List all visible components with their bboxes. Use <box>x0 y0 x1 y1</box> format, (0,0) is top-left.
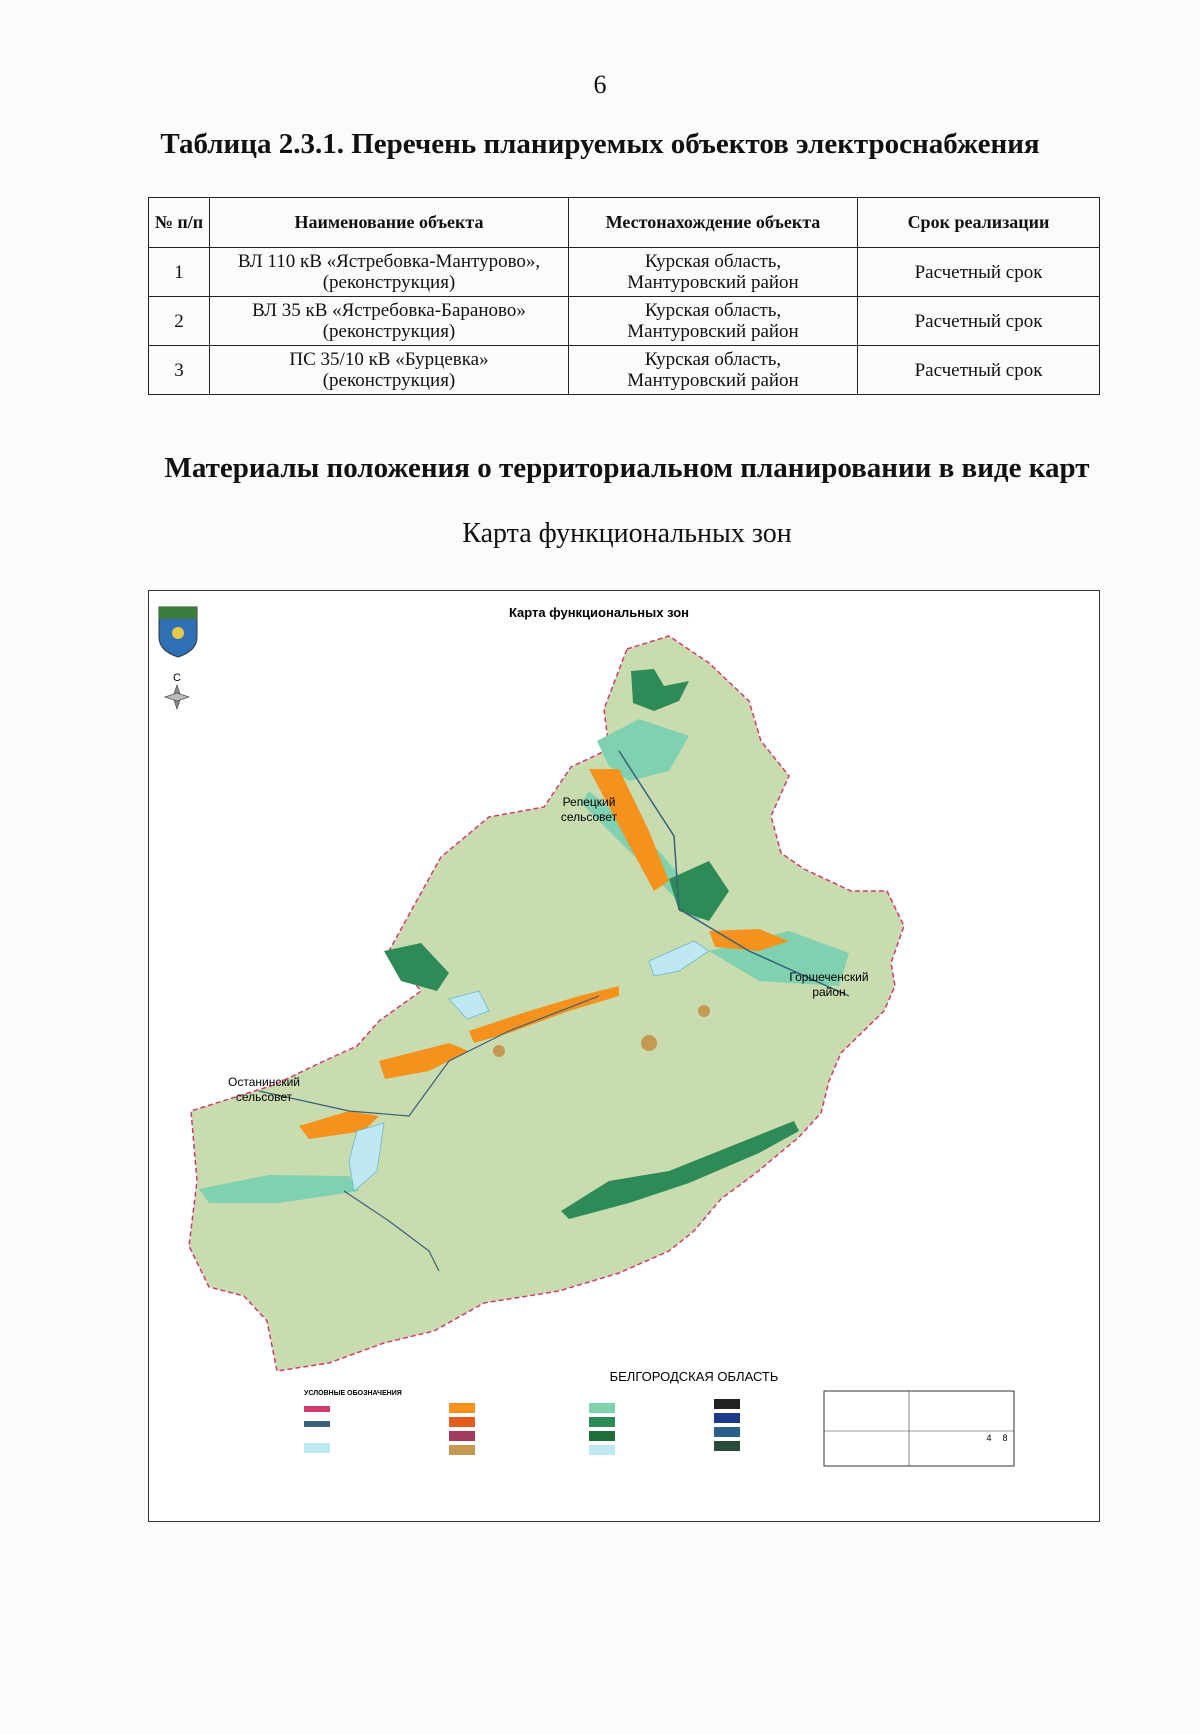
table-row <box>149 346 1100 395</box>
cell-name-line: ПС 35/10 кВ «Бурцевка» <box>289 349 489 370</box>
cell-num: 1 <box>149 248 210 297</box>
section-title: Материалы положения о территориальном планировании в виде карт <box>164 452 1090 484</box>
table-row <box>149 297 1100 346</box>
title-block <box>824 1391 1014 1466</box>
stamp-sheet-number: 4 <box>986 1433 992 1443</box>
objects-table <box>148 197 1100 395</box>
cell-name-line: (реконструкция) <box>322 321 456 342</box>
legend-title: УСЛОВНЫЕ ОБОЗНАЧЕНИЯ <box>304 1390 402 1397</box>
industrial-zone <box>493 1045 505 1057</box>
header-term: Срок реализации <box>858 198 1100 248</box>
label-gorsh-line1: Горшеченский <box>789 970 869 984</box>
table-row <box>149 248 1100 297</box>
legend <box>304 1399 740 1455</box>
cell-location-line: Мантуровский район <box>627 272 799 293</box>
compass-north-label: С <box>173 672 181 684</box>
stamp-sheets-total: 8 <box>1002 1433 1008 1443</box>
cell-name-line: ВЛ 110 кВ «Ястребовка-Мантурово», <box>237 251 541 272</box>
agricultural-zone <box>189 636 904 1371</box>
cell-name-line: ВЛ 35 кВ «Ястребовка-Бараново» <box>252 300 526 321</box>
cell-num: 3 <box>149 346 210 395</box>
cell-term: Расчетный срок <box>858 346 1100 395</box>
table-title: Таблица 2.3.1. Перечень планируемых объектов электроснабжения <box>160 128 1040 160</box>
label-repetsky-line2: сельсовет <box>560 810 618 824</box>
industrial-zone <box>641 1035 657 1051</box>
cell-name <box>210 346 569 395</box>
label-belgorod: БЕЛГОРОДСКАЯ ОБЛАСТЬ <box>609 1369 779 1384</box>
cell-name-line: (реконструкция) <box>322 272 456 293</box>
map-caption: Карта функциональных зон <box>462 518 792 549</box>
cell-term: Расчетный срок <box>858 248 1100 297</box>
label-repetsky-line1: Репецкий <box>562 795 616 809</box>
header-num: № п/п <box>149 198 210 248</box>
page-number: 6 <box>593 70 607 99</box>
cell-name <box>210 297 569 346</box>
table-header-row <box>149 198 1100 248</box>
industrial-zone <box>698 1005 710 1017</box>
header-name: Наименование объекта <box>210 198 569 248</box>
label-ostan-line1: Останинский <box>228 1075 300 1089</box>
cell-location-line: Мантуровский район <box>627 321 799 342</box>
cell-location <box>569 248 858 297</box>
label-ostan-line2: сельсовет <box>235 1090 293 1104</box>
cell-location <box>569 297 858 346</box>
header-location: Местонахождение объекта <box>569 198 858 248</box>
cell-num: 2 <box>149 297 210 346</box>
map-title: Карта функциональных зон <box>508 605 690 620</box>
cell-location-line: Курская область, <box>644 300 782 321</box>
label-gorsh-line2: район <box>812 985 846 999</box>
cell-location-line: Мантуровский район <box>627 370 799 391</box>
cell-location-line: Курская область, <box>644 349 782 370</box>
cell-name-line: (реконструкция) <box>322 370 456 391</box>
map-canvas <box>149 591 1099 1521</box>
cell-location-line: Курская область, <box>644 251 782 272</box>
cell-location <box>569 346 858 395</box>
coat-of-arms-icon <box>159 607 197 657</box>
functional-zones-map <box>148 590 1100 1522</box>
cell-term: Расчетный срок <box>858 297 1100 346</box>
cell-name <box>210 248 569 297</box>
compass-icon <box>165 685 189 709</box>
